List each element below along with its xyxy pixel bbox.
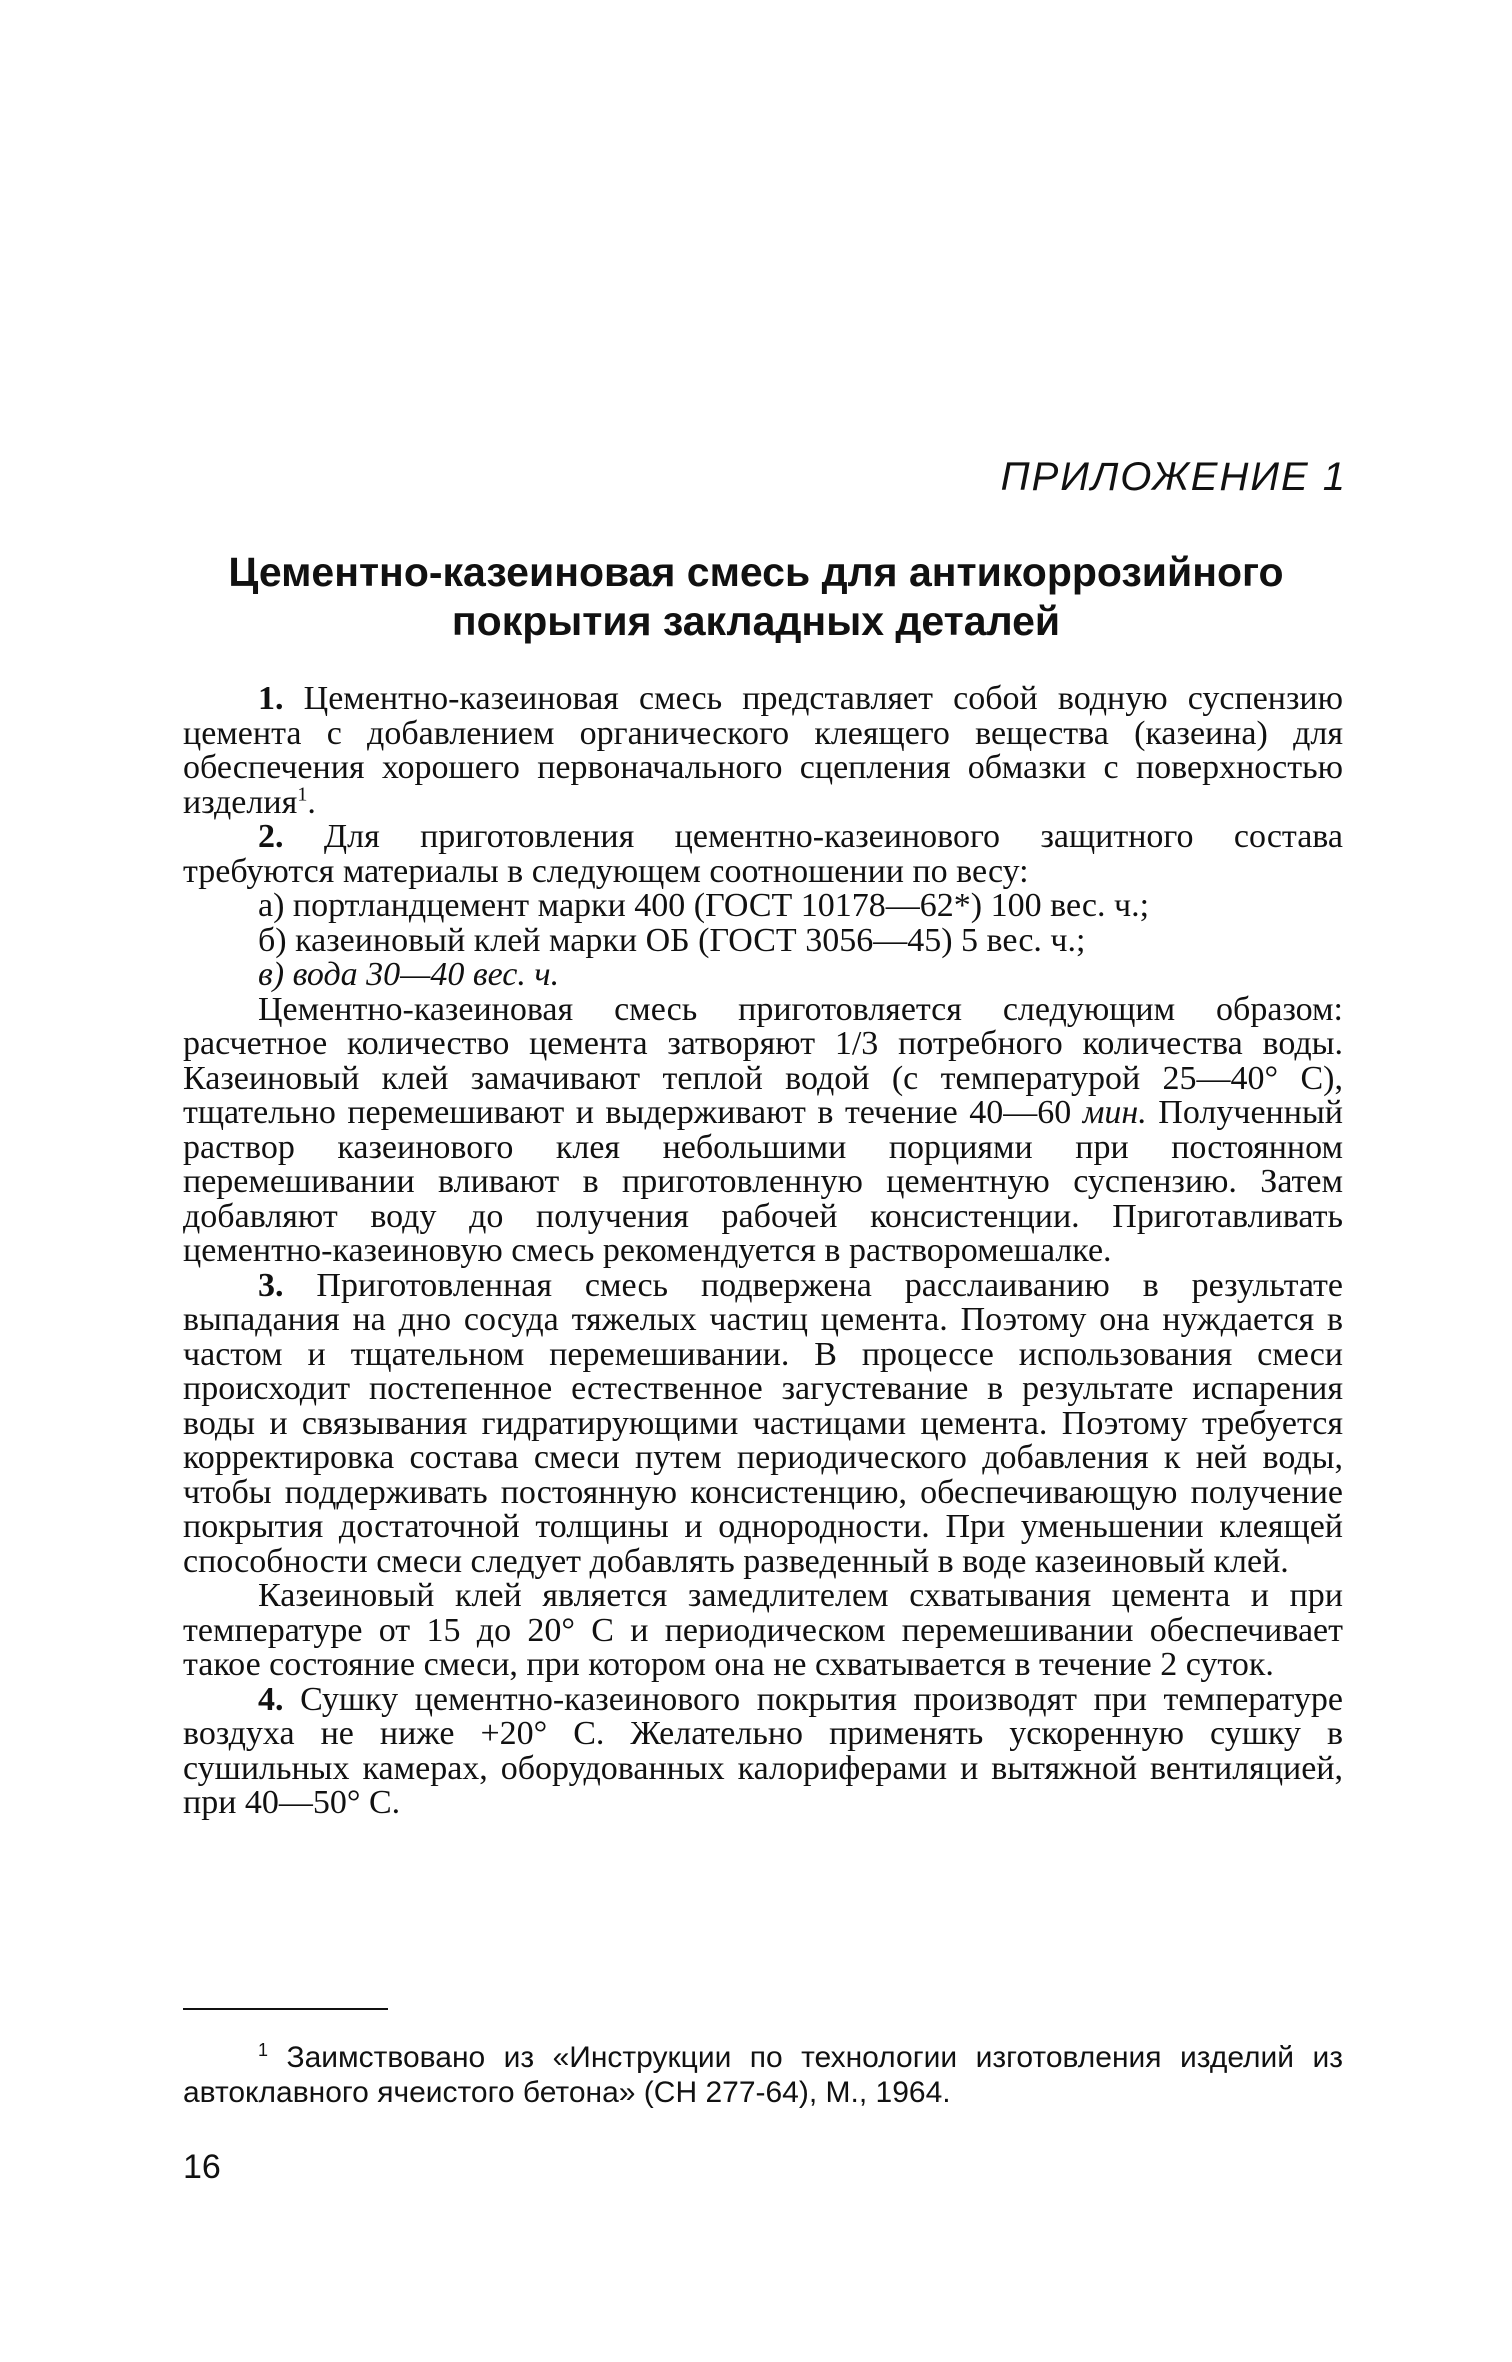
- footnote-divider: [183, 2008, 388, 2010]
- section-number: 3.: [258, 1266, 284, 1304]
- section-number: 1.: [258, 680, 284, 717]
- paragraph-4: [183, 1680, 1343, 1821]
- page-title: Цементно-казеиновая смесь для антикоррозийного покрытия закладных деталей: [228, 549, 1284, 644]
- document-body: [183, 682, 1343, 1821]
- paragraph-text: Цементно-казеиновая смесь представляет собой водную суспензию цемента с добавлением органического клеящего вещества (казеина) для обеспечения хорошего первоначального сцепления обмазки с поверхностью изделия: [183, 680, 1344, 821]
- paragraph-2: [183, 820, 1343, 889]
- list-item: в) вода 30—40 вес. ч.: [258, 956, 560, 993]
- section-number: 2.: [258, 818, 284, 855]
- list-item: а) портландцемент марки 400 (ГОСТ 10178—62*) 100 вес. ч.;: [258, 887, 1150, 924]
- page-number: 16: [183, 2148, 221, 2186]
- paragraph-text: Цементно-казеиновая смесь приготовляется следующим образом: расчетное количество цемента затворяют: [183, 990, 1343, 1062]
- list-item: б) казеиновый клей марки ОБ (ГОСТ 3056—45) 5 вес. ч.;: [258, 921, 1086, 959]
- paragraph-3-continued: Казеиновый клей является замедлителем схватывания цемента и при температуре от 15 до 20° С и периодическом перемешивании обеспечивает такое состояние смеси, при котором она не схватывается в течение 2 суток.: [183, 1577, 1343, 1683]
- paragraph-text: Для приготовления цементно-казеинового защитного состава требуются материалы в следующем соотношении по весу:: [183, 818, 1343, 890]
- paragraph-1: [183, 682, 1343, 820]
- section-number: 4.: [258, 1680, 284, 1718]
- footnote-reference[interactable]: 1: [297, 783, 308, 806]
- paragraph-text: Полученный раствор казеинового клея небольшими порциями при постоянном перемешивании вливают в приготовленную цементную суспензию. Затем добавляют воду до получения рабочей консистенции. Приготавливать цементно-казеиновую смесь рекомендуется в растворомешалке.: [183, 1094, 1343, 1269]
- paragraph-text: Приготовленная смесь подвержена расслаиванию в результате выпадания на дно сосуда тяжелых частиц цемента. Поэтому она нуждается в частом и тщательном перемешивании. В процессе использования смеси происходит постепенное естественное загустевание в результате испарения воды и связывания гидратирующими частицами цемента. Поэтому требуется корректировка состава смеси путем периодического добавления к ней воды, чтобы поддерживать постоянную консистенцию, обеспечивающую получение покрытия достаточной толщины и однородности. При уменьшении клеящей способности смеси следует добавлять разведенный в воде казеиновый клей.: [183, 1266, 1343, 1580]
- paragraph-2-continued: [183, 990, 1343, 1269]
- footnote: [183, 2040, 1343, 2110]
- fraction: 1/3: [834, 1025, 879, 1062]
- paragraph-text: Сушку цементно-казеинового покрытия производят при температуре воздуха не ниже +20° С. Желательно применять ускоренную сушку в сушильных камерах, оборудованных калориферами и вытяжной вентиляцией, при 40—50° С.: [183, 1680, 1343, 1821]
- sentence-end: .: [307, 783, 316, 821]
- footnote-mark: 1: [258, 2040, 269, 2060]
- unit-label: мин.: [1082, 1094, 1147, 1131]
- footnote-text: Заимствовано из «Инструкции по технологии изготовления изделий из автоклавного ячеистого бетона» (СН 277-64), М., 1964.: [183, 2041, 1343, 2109]
- paragraph-3: [183, 1266, 1343, 1580]
- appendix-label: ПРИЛОЖЕНИЕ 1: [1000, 455, 1347, 499]
- paragraph-text: потребного количества воды. Казеиновый клей замачивают теплой водой (с температурой 25—40° С), тщательно перемешивают и выдерживают в течение 40—60: [183, 1025, 1343, 1131]
